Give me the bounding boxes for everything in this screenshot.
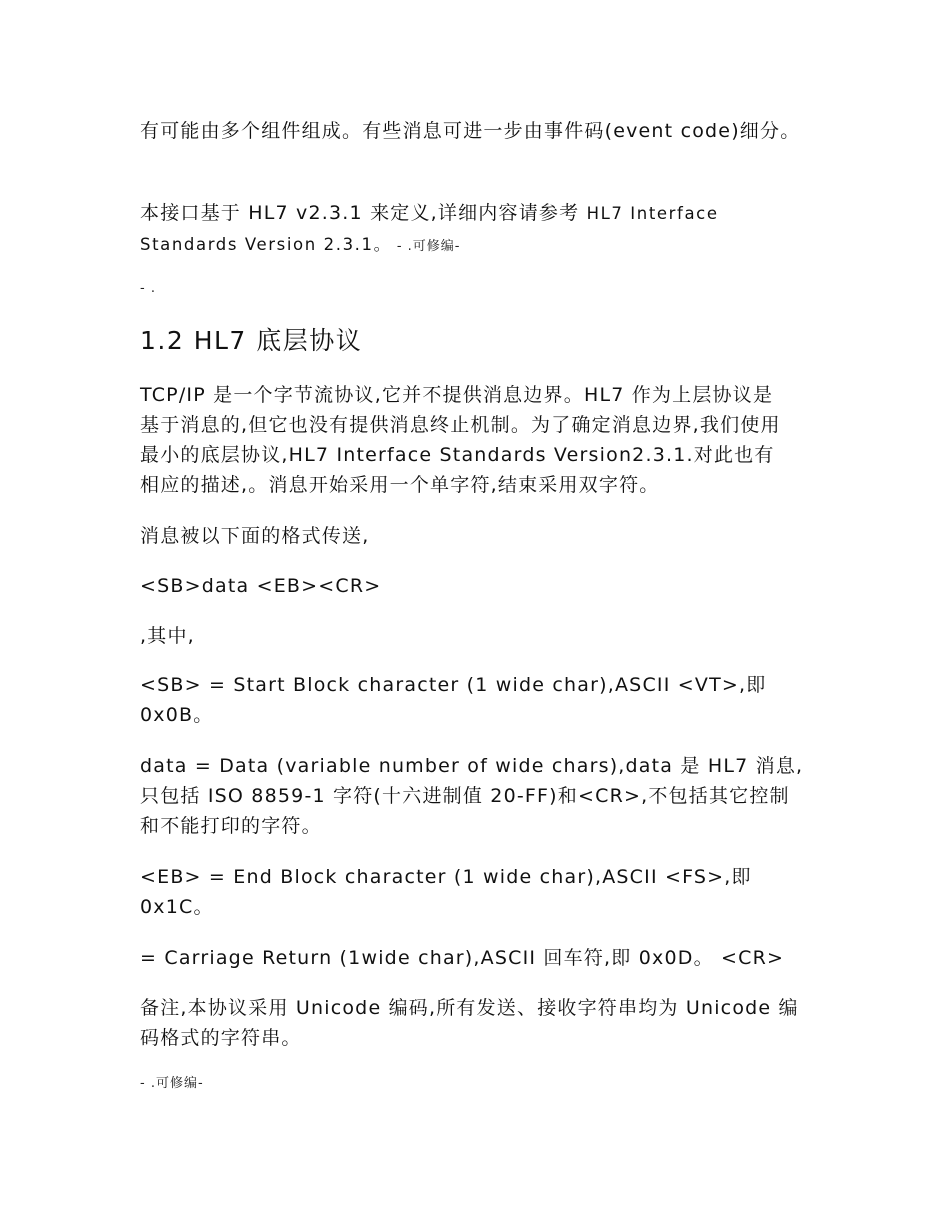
sb-line: <SB> = Start Block character (1 wide char),ASCII <VT>,即	[140, 674, 767, 696]
intro-paragraph	[140, 116, 820, 146]
note-paragraph	[140, 993, 820, 1053]
where-line: ,其中,	[140, 625, 195, 647]
section-heading: 1.2 HL7 底层协议	[140, 326, 363, 355]
format-line: <SB>data <EB><CR>	[140, 575, 382, 597]
basis-line-1	[140, 198, 820, 229]
eb-paragraph	[140, 862, 820, 922]
sb-paragraph	[140, 670, 820, 730]
sb-line: 0x0B。	[140, 704, 214, 726]
protocol-line: TCP/IP 是一个字节流协议,它并不提供消息边界。HL7 作为上层协议是	[140, 384, 774, 406]
format-intro: 消息被以下面的格式传送,	[140, 525, 370, 547]
protocol-paragraph	[140, 380, 820, 500]
basis-line-2	[140, 229, 820, 262]
footer-mark: - .可修编-	[140, 1076, 204, 1091]
cr-line: = Carriage Return (1wide char),ASCII 回车符,即 0x0D。 <CR>	[140, 947, 785, 969]
data-line: data = Data (variable number of wide chars),data 是 HL7 消息,	[140, 755, 804, 777]
basis-version: Standards Version 2.3.1。	[140, 235, 392, 254]
protocol-line: 基于消息的,但它也没有提供消息终止机制。为了确定消息边界,我们使用	[140, 414, 781, 436]
basis-reference: HL7 Interface	[586, 204, 719, 223]
eb-line: <EB> = End Block character (1 wide char),ASCII <FS>,即	[140, 866, 752, 888]
watermark-mark: - .可修编-	[391, 239, 461, 254]
protocol-line: 相应的描述,。消息开始采用一个单字符,结束采用双字符。	[140, 474, 660, 496]
eb-line: 0x1C。	[140, 896, 214, 918]
protocol-line: 最小的底层协议,HL7 Interface Standards Version2.3.1.对此也有	[140, 444, 775, 466]
basis-paragraph	[140, 198, 820, 262]
note-line: 备注,本协议采用 Unicode 编码,所有发送、接收字符串均为 Unicode 编	[140, 997, 799, 1019]
basis-text: 本接口基于 HL7 v2.3.1 来定义,详细内容请参考	[140, 202, 580, 224]
page-break-mark: - .	[140, 281, 156, 296]
intro-line: 有可能由多个组件组成。有些消息可进一步由事件码(event code)细分。	[140, 120, 801, 142]
data-paragraph	[140, 751, 820, 841]
note-line: 码格式的字符串。	[140, 1027, 302, 1049]
data-line: 只包括 ISO 8859-1 字符(十六进制值 20-FF)和<CR>,不包括其它控制	[140, 785, 790, 807]
data-line: 和不能打印的字符。	[140, 815, 322, 837]
